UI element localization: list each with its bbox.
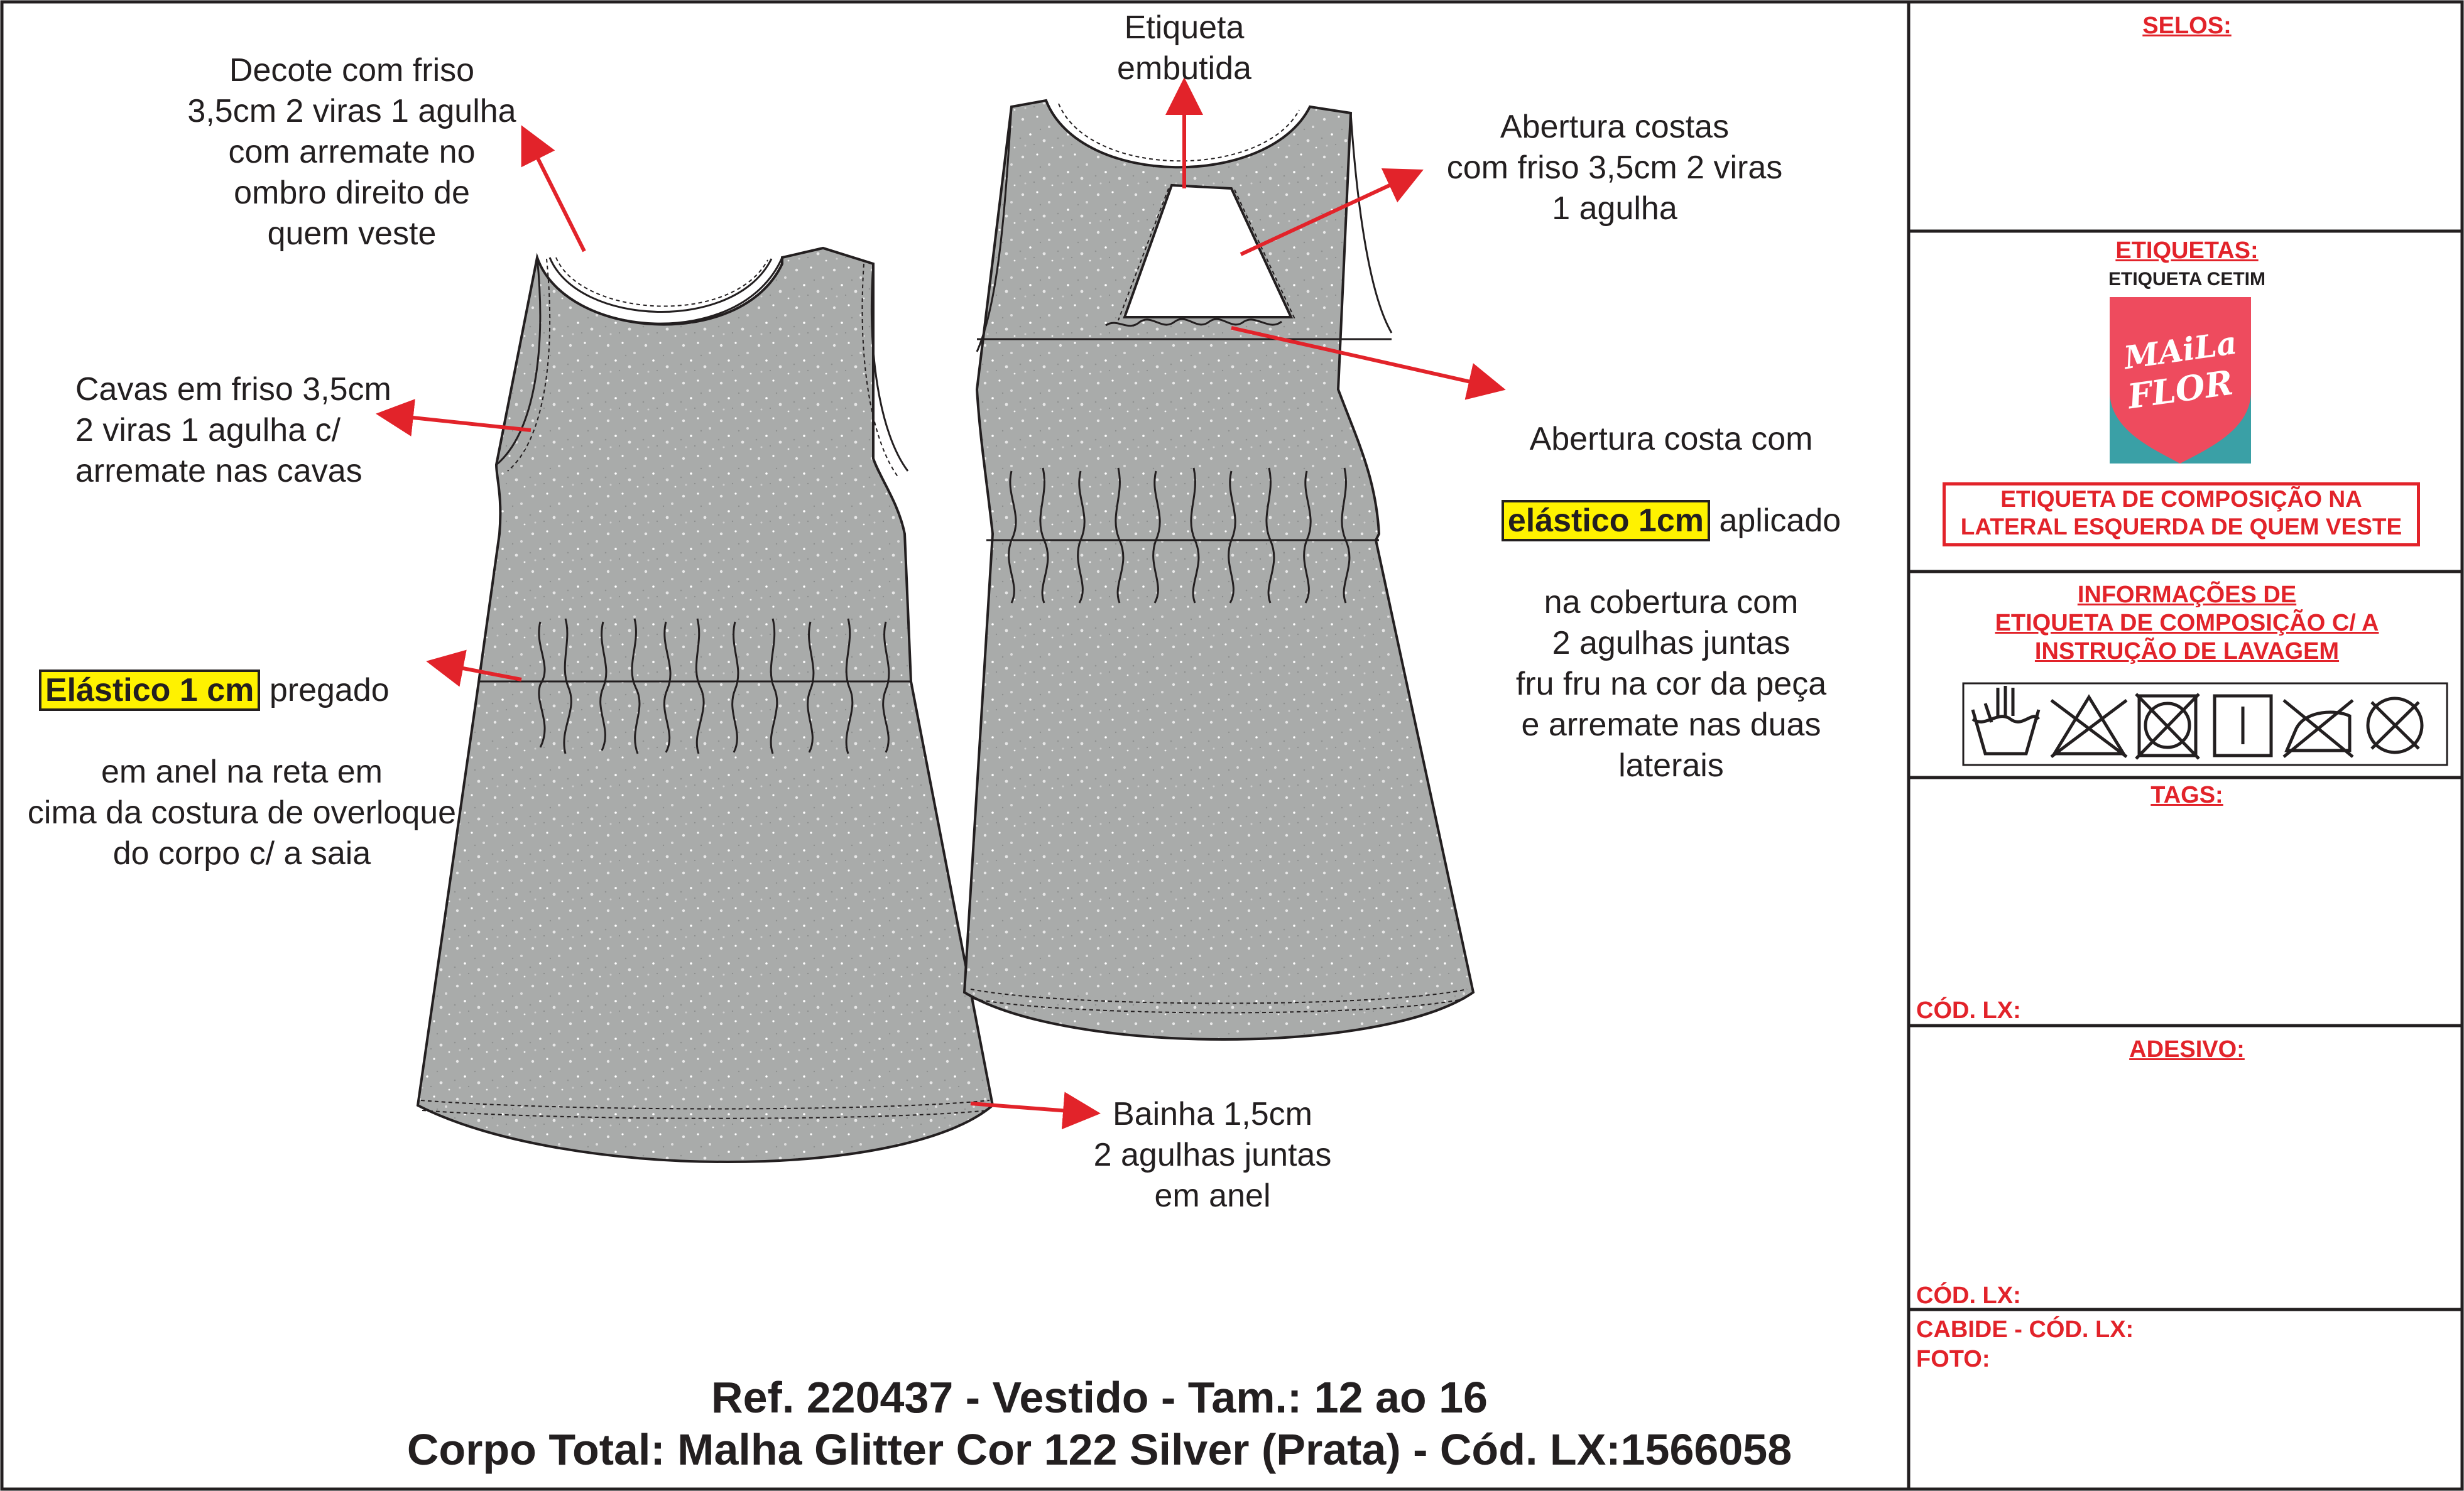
back-dress [964, 100, 1473, 1039]
logo-line1: MAiLa [2121, 323, 2240, 377]
line-dry-icon [2215, 696, 2271, 756]
note-back-elastic-rest: na cobertura com 2 agulhas juntas fru fru na cor da peça e arremate nas duas laterais [1515, 584, 1827, 784]
etiquetas-title: ETIQUETAS: [2115, 237, 2259, 264]
logo-line2: FLOR [2125, 362, 2236, 417]
note-hem: Bainha 1,5cm 2 agulhas juntas em anel [1093, 1096, 1332, 1214]
note-waist-elastic-rest: em anel na reta em cima da costura de overloque do corpo c/ a saia [27, 754, 457, 872]
note-label-embedded: Etiqueta embutida [1117, 9, 1251, 87]
footer-material: Corpo Total: Malha Glitter Cor 122 Silver (Prata) - Cód. LX:1566058 [406, 1425, 1792, 1474]
selos-title: SELOS: [2142, 13, 2232, 39]
etiqueta-cetim-label: ETIQUETA CETIM [2108, 269, 2265, 290]
foto-label: FOTO: [1916, 1346, 1990, 1372]
hand-wash-icon [1973, 686, 2039, 754]
note-waist-elastic-after: pregado [260, 672, 390, 708]
note-waist-elastic-line1 [0, 670, 484, 711]
front-dress [418, 248, 993, 1162]
note-neckline: Decote com friso 3,5cm 2 viras 1 agulha com arremate no ombro direito de quem veste [187, 52, 516, 252]
highlight-elastico-1-cm: Elástico 1 cm [39, 670, 260, 711]
note-back-elastic-after: aplicado [1710, 502, 1841, 539]
note-back-elastic-line1: Abertura costa com [1529, 421, 1813, 457]
maila-flor-logo [2110, 297, 2251, 464]
cod-lx-adesivo: CÓD. LX: [1916, 1282, 2021, 1309]
tags-title: TAGS: [2151, 782, 2223, 808]
composition-label-box: ETIQUETA DE COMPOSIÇÃO NA LATERAL ESQUERDA DE QUEM VESTE [1943, 482, 2420, 546]
cod-lx-tags: CÓD. LX: [1916, 997, 2021, 1024]
info-title: INFORMAÇÕES DE ETIQUETA DE COMPOSIÇÃO C/ A INSTRUÇÃO DE LAVAGEM [1995, 582, 2379, 664]
no-iron-icon [2284, 700, 2353, 757]
no-tumble-dry-icon [2136, 694, 2199, 759]
cabide-cod-lx: CABIDE - CÓD. LX: [1916, 1316, 2134, 1343]
care-symbols [1963, 683, 2447, 765]
note-back-opening: Abertura costas com friso 3,5cm 2 viras 1 agulha [1446, 109, 1783, 227]
adesivo-title: ADESIVO: [2129, 1036, 2245, 1063]
footer-reference: Ref. 220437 - Vestido - Tam.: 12 ao 16 [711, 1373, 1488, 1422]
no-dry-clean-icon [2368, 698, 2422, 752]
highlight-elastico-1cm: elástico 1cm [1502, 500, 1710, 541]
note-back-elastic [1451, 378, 1891, 827]
no-bleach-icon [2051, 697, 2127, 757]
note-back-elastic-line2 [1451, 501, 1891, 541]
note-armholes: Cavas em friso 3,5cm 2 viras 1 agulha c/ arremate nas cavas [75, 371, 391, 489]
note-waist-elastic [0, 629, 484, 915]
